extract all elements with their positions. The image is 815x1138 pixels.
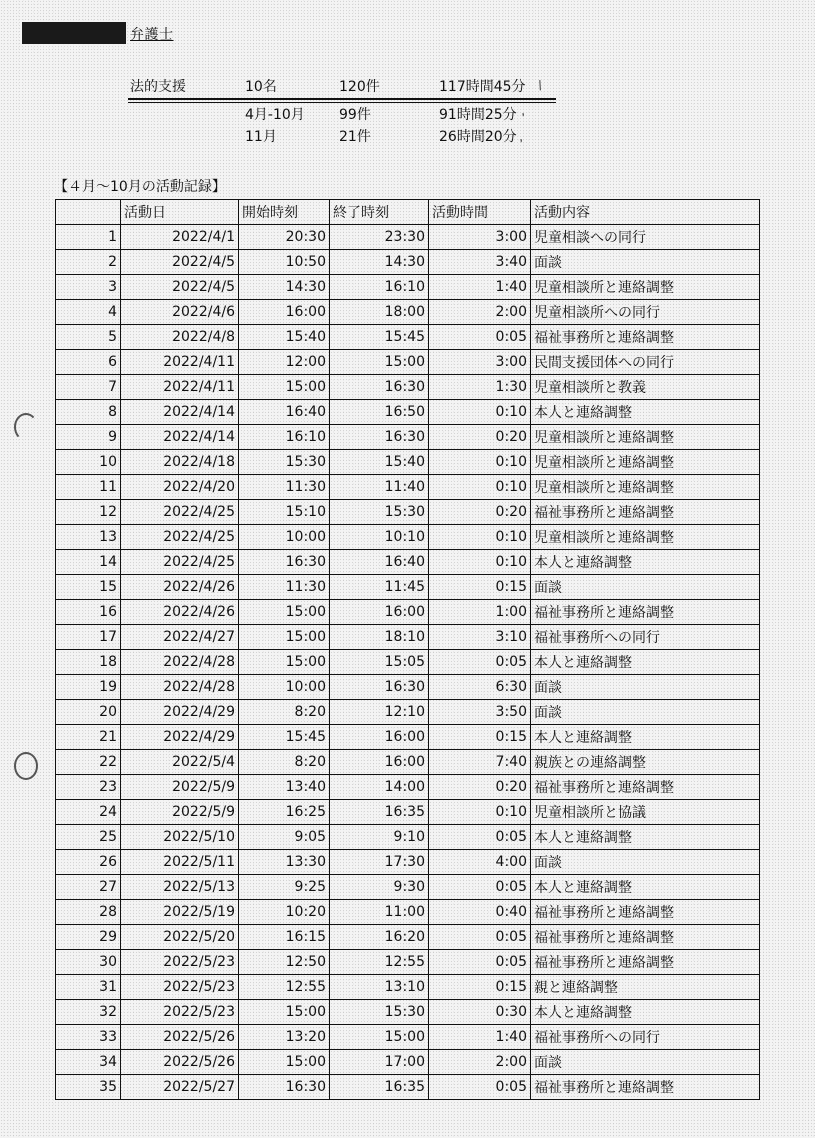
activity-content: 児童相談への同行 bbox=[531, 225, 760, 250]
activity-date: 2022/5/23 bbox=[121, 1000, 239, 1025]
row-index: 15 bbox=[56, 575, 121, 600]
row-index: 8 bbox=[56, 400, 121, 425]
start-time: 15:45 bbox=[239, 725, 330, 750]
start-time: 10:20 bbox=[239, 900, 330, 925]
table-row bbox=[56, 875, 760, 900]
start-time: 14:30 bbox=[239, 275, 330, 300]
activity-date: 2022/4/25 bbox=[121, 500, 239, 525]
start-time: 15:00 bbox=[239, 1050, 330, 1075]
summary-label: 法的支援 bbox=[130, 79, 186, 95]
duration: 3:00 bbox=[429, 350, 531, 375]
duration: 0:10 bbox=[429, 400, 531, 425]
end-time: 16:30 bbox=[330, 675, 429, 700]
activity-content: 本人と連絡調整 bbox=[531, 875, 760, 900]
start-time: 13:20 bbox=[239, 1025, 330, 1050]
check-mark-icon: / bbox=[535, 77, 545, 93]
activity-content: 児童相談所と連絡調整 bbox=[531, 275, 760, 300]
activity-date: 2022/5/19 bbox=[121, 900, 239, 925]
end-time: 15:00 bbox=[330, 350, 429, 375]
row-index: 29 bbox=[56, 925, 121, 950]
row-index: 3 bbox=[56, 275, 121, 300]
summary-hours: 91時間25分 bbox=[439, 107, 517, 123]
activity-content: 福祉事務所と連絡調整 bbox=[531, 925, 760, 950]
table-row bbox=[56, 500, 760, 525]
start-time: 11:30 bbox=[239, 475, 330, 500]
table-row bbox=[56, 850, 760, 875]
table-row bbox=[56, 300, 760, 325]
activity-date: 2022/5/23 bbox=[121, 950, 239, 975]
table-row bbox=[56, 525, 760, 550]
row-index: 16 bbox=[56, 600, 121, 625]
duration: 0:05 bbox=[429, 950, 531, 975]
row-index: 34 bbox=[56, 1050, 121, 1075]
duration: 0:30 bbox=[429, 1000, 531, 1025]
summary-cases: 99件 bbox=[339, 107, 371, 123]
start-time: 8:20 bbox=[239, 750, 330, 775]
activity-content: 福祉事務所と連絡調整 bbox=[531, 500, 760, 525]
activity-content: 児童相談所と連絡調整 bbox=[531, 475, 760, 500]
start-time: 15:30 bbox=[239, 450, 330, 475]
activity-date: 2022/5/27 bbox=[121, 1075, 239, 1100]
duration: 0:10 bbox=[429, 450, 531, 475]
start-time: 16:30 bbox=[239, 550, 330, 575]
activity-content: 民間支援団体への同行 bbox=[531, 350, 760, 375]
activity-date: 2022/5/23 bbox=[121, 975, 239, 1000]
duration: 0:20 bbox=[429, 500, 531, 525]
table-row bbox=[56, 775, 760, 800]
table-row bbox=[56, 700, 760, 725]
duration: 0:10 bbox=[429, 800, 531, 825]
duration: 1:00 bbox=[429, 600, 531, 625]
row-index: 11 bbox=[56, 475, 121, 500]
activity-content: 福祉事務所と連絡調整 bbox=[531, 950, 760, 975]
duration: 3:40 bbox=[429, 250, 531, 275]
row-index: 6 bbox=[56, 350, 121, 375]
end-time: 15:00 bbox=[330, 1025, 429, 1050]
table-body bbox=[56, 225, 760, 1100]
row-index: 32 bbox=[56, 1000, 121, 1025]
activity-content: 児童相談所と教義 bbox=[531, 375, 760, 400]
start-time: 12:50 bbox=[239, 950, 330, 975]
activity-date: 2022/5/11 bbox=[121, 850, 239, 875]
end-time: 15:30 bbox=[330, 1000, 429, 1025]
duration: 0:05 bbox=[429, 1075, 531, 1100]
duration: 3:50 bbox=[429, 700, 531, 725]
end-time: 9:10 bbox=[330, 825, 429, 850]
activity-date: 2022/4/26 bbox=[121, 575, 239, 600]
start-time: 13:30 bbox=[239, 850, 330, 875]
activity-date: 2022/5/9 bbox=[121, 775, 239, 800]
row-index: 21 bbox=[56, 725, 121, 750]
row-index: 24 bbox=[56, 800, 121, 825]
activity-content: 面談 bbox=[531, 675, 760, 700]
punch-hole-mark bbox=[14, 752, 38, 780]
activity-date: 2022/4/25 bbox=[121, 550, 239, 575]
duration: 0:15 bbox=[429, 575, 531, 600]
header-date: 活動日 bbox=[121, 200, 239, 225]
duration: 3:00 bbox=[429, 225, 531, 250]
start-time: 15:00 bbox=[239, 600, 330, 625]
summary-period: 11月 bbox=[245, 129, 277, 145]
table-row bbox=[56, 250, 760, 275]
activity-content: 親族との連絡調整 bbox=[531, 750, 760, 775]
activity-content: 本人と連絡調整 bbox=[531, 550, 760, 575]
check-mark-icon: , bbox=[515, 129, 525, 145]
end-time: 16:00 bbox=[330, 725, 429, 750]
duration: 4:00 bbox=[429, 850, 531, 875]
summary-period: 4月-10月 bbox=[245, 107, 305, 123]
activity-table bbox=[55, 199, 760, 1100]
activity-date: 2022/4/26 bbox=[121, 600, 239, 625]
table-row bbox=[56, 475, 760, 500]
table-row bbox=[56, 425, 760, 450]
end-time: 13:10 bbox=[330, 975, 429, 1000]
end-time: 16:00 bbox=[330, 750, 429, 775]
row-index: 17 bbox=[56, 625, 121, 650]
activity-date: 2022/4/18 bbox=[121, 450, 239, 475]
header-index bbox=[56, 200, 121, 225]
table-row bbox=[56, 800, 760, 825]
start-time: 8:20 bbox=[239, 700, 330, 725]
row-index: 1 bbox=[56, 225, 121, 250]
duration: 0:15 bbox=[429, 975, 531, 1000]
start-time: 20:30 bbox=[239, 225, 330, 250]
summary-people: 10名 bbox=[245, 79, 277, 95]
end-time: 15:40 bbox=[330, 450, 429, 475]
table-row bbox=[56, 275, 760, 300]
start-time: 15:40 bbox=[239, 325, 330, 350]
end-time: 15:05 bbox=[330, 650, 429, 675]
activity-content: 児童相談所と連絡調整 bbox=[531, 450, 760, 475]
activity-date: 2022/4/28 bbox=[121, 675, 239, 700]
end-time: 15:30 bbox=[330, 500, 429, 525]
activity-content: 本人と連絡調整 bbox=[531, 400, 760, 425]
row-index: 19 bbox=[56, 675, 121, 700]
end-time: 15:45 bbox=[330, 325, 429, 350]
header-content: 活動内容 bbox=[531, 200, 760, 225]
end-time: 11:40 bbox=[330, 475, 429, 500]
activity-date: 2022/4/29 bbox=[121, 725, 239, 750]
redacted-name-block bbox=[22, 22, 126, 44]
activity-content: 児童相談所への同行 bbox=[531, 300, 760, 325]
row-index: 13 bbox=[56, 525, 121, 550]
punch-hole-mark bbox=[14, 413, 38, 441]
row-index: 33 bbox=[56, 1025, 121, 1050]
end-time: 16:30 bbox=[330, 375, 429, 400]
activity-date: 2022/5/10 bbox=[121, 825, 239, 850]
start-time: 10:00 bbox=[239, 675, 330, 700]
start-time: 16:00 bbox=[239, 300, 330, 325]
table-row bbox=[56, 750, 760, 775]
row-index: 10 bbox=[56, 450, 121, 475]
start-time: 9:05 bbox=[239, 825, 330, 850]
duration: 0:20 bbox=[429, 425, 531, 450]
end-time: 14:30 bbox=[330, 250, 429, 275]
start-time: 9:25 bbox=[239, 875, 330, 900]
end-time: 16:20 bbox=[330, 925, 429, 950]
start-time: 15:10 bbox=[239, 500, 330, 525]
end-time: 16:35 bbox=[330, 1075, 429, 1100]
header-start-time: 開始時刻 bbox=[239, 200, 330, 225]
row-index: 2 bbox=[56, 250, 121, 275]
activity-date: 2022/4/5 bbox=[121, 250, 239, 275]
table-row bbox=[56, 975, 760, 1000]
activity-date: 2022/5/9 bbox=[121, 800, 239, 825]
activity-content: 面談 bbox=[531, 250, 760, 275]
duration: 0:05 bbox=[429, 325, 531, 350]
activity-content: 福祉事務所と連絡調整 bbox=[531, 600, 760, 625]
activity-content: 親と連絡調整 bbox=[531, 975, 760, 1000]
row-index: 35 bbox=[56, 1075, 121, 1100]
start-time: 16:25 bbox=[239, 800, 330, 825]
table-row bbox=[56, 950, 760, 975]
duration: 0:10 bbox=[429, 550, 531, 575]
header-duration: 活動時間 bbox=[429, 200, 531, 225]
table-row bbox=[56, 1025, 760, 1050]
row-index: 5 bbox=[56, 325, 121, 350]
row-index: 7 bbox=[56, 375, 121, 400]
end-time: 16:00 bbox=[330, 600, 429, 625]
activity-date: 2022/4/11 bbox=[121, 375, 239, 400]
end-time: 14:00 bbox=[330, 775, 429, 800]
activity-content: 面談 bbox=[531, 850, 760, 875]
end-time: 16:35 bbox=[330, 800, 429, 825]
duration: 0:10 bbox=[429, 525, 531, 550]
activity-date: 2022/5/26 bbox=[121, 1025, 239, 1050]
duration: 6:30 bbox=[429, 675, 531, 700]
start-time: 15:00 bbox=[239, 650, 330, 675]
activity-content: 児童相談所と連絡調整 bbox=[531, 525, 760, 550]
summary-hours: 26時間20分 bbox=[439, 129, 517, 145]
activity-date: 2022/4/5 bbox=[121, 275, 239, 300]
duration: 0:20 bbox=[429, 775, 531, 800]
end-time: 18:10 bbox=[330, 625, 429, 650]
table-row bbox=[56, 400, 760, 425]
activity-content: 福祉事務所への同行 bbox=[531, 625, 760, 650]
activity-date: 2022/5/13 bbox=[121, 875, 239, 900]
table-row bbox=[56, 725, 760, 750]
activity-date: 2022/4/1 bbox=[121, 225, 239, 250]
duration: 0:05 bbox=[429, 825, 531, 850]
start-time: 16:40 bbox=[239, 400, 330, 425]
duration: 0:05 bbox=[429, 875, 531, 900]
activity-content: 本人と連絡調整 bbox=[531, 1000, 760, 1025]
row-index: 20 bbox=[56, 700, 121, 725]
duration: 1:30 bbox=[429, 375, 531, 400]
start-time: 13:40 bbox=[239, 775, 330, 800]
end-time: 17:00 bbox=[330, 1050, 429, 1075]
start-time: 16:30 bbox=[239, 1075, 330, 1100]
activity-content: 本人と連絡調整 bbox=[531, 650, 760, 675]
duration: 0:05 bbox=[429, 650, 531, 675]
row-index: 4 bbox=[56, 300, 121, 325]
table-row bbox=[56, 375, 760, 400]
table-row bbox=[56, 575, 760, 600]
table-row bbox=[56, 825, 760, 850]
row-index: 31 bbox=[56, 975, 121, 1000]
start-time: 16:10 bbox=[239, 425, 330, 450]
duration: 1:40 bbox=[429, 275, 531, 300]
activity-content: 本人と連絡調整 bbox=[531, 825, 760, 850]
row-index: 18 bbox=[56, 650, 121, 675]
start-time: 12:55 bbox=[239, 975, 330, 1000]
end-time: 23:30 bbox=[330, 225, 429, 250]
activity-date: 2022/4/14 bbox=[121, 400, 239, 425]
lawyer-title: 弁護士 bbox=[130, 27, 174, 43]
activity-content: 福祉事務所と連絡調整 bbox=[531, 775, 760, 800]
duration: 0:15 bbox=[429, 725, 531, 750]
activity-date: 2022/5/4 bbox=[121, 750, 239, 775]
start-time: 12:00 bbox=[239, 350, 330, 375]
end-time: 11:00 bbox=[330, 900, 429, 925]
activity-date: 2022/5/26 bbox=[121, 1050, 239, 1075]
duration: 3:10 bbox=[429, 625, 531, 650]
row-index: 28 bbox=[56, 900, 121, 925]
table-row bbox=[56, 600, 760, 625]
activity-date: 2022/4/14 bbox=[121, 425, 239, 450]
row-index: 22 bbox=[56, 750, 121, 775]
summary-cases: 21件 bbox=[339, 129, 371, 145]
table-row bbox=[56, 350, 760, 375]
table-row bbox=[56, 900, 760, 925]
row-index: 27 bbox=[56, 875, 121, 900]
start-time: 10:50 bbox=[239, 250, 330, 275]
activity-date: 2022/4/20 bbox=[121, 475, 239, 500]
activity-date: 2022/4/6 bbox=[121, 300, 239, 325]
table-row bbox=[56, 1000, 760, 1025]
activity-date: 2022/4/11 bbox=[121, 350, 239, 375]
start-time: 16:15 bbox=[239, 925, 330, 950]
activity-content: 面談 bbox=[531, 575, 760, 600]
summary-breakdown-row bbox=[128, 102, 517, 124]
activity-content: 福祉事務所と連絡調整 bbox=[531, 900, 760, 925]
table-row bbox=[56, 550, 760, 575]
activity-content: 福祉事務所と連絡調整 bbox=[531, 1075, 760, 1100]
start-time: 11:30 bbox=[239, 575, 330, 600]
end-time: 10:10 bbox=[330, 525, 429, 550]
duration: 0:05 bbox=[429, 925, 531, 950]
activity-content: 面談 bbox=[531, 700, 760, 725]
activity-date: 2022/4/8 bbox=[121, 325, 239, 350]
activity-date: 2022/4/28 bbox=[121, 650, 239, 675]
duration: 2:00 bbox=[429, 300, 531, 325]
header-end-time: 終了時刻 bbox=[330, 200, 429, 225]
table-header-row bbox=[56, 200, 760, 225]
end-time: 16:10 bbox=[330, 275, 429, 300]
duration: 0:40 bbox=[429, 900, 531, 925]
summary-breakdown-row bbox=[128, 124, 517, 146]
activity-content: 福祉事務所への同行 bbox=[531, 1025, 760, 1050]
duration: 0:10 bbox=[429, 475, 531, 500]
duration: 7:40 bbox=[429, 750, 531, 775]
end-time: 16:50 bbox=[330, 400, 429, 425]
start-time: 15:00 bbox=[239, 375, 330, 400]
start-time: 10:00 bbox=[239, 525, 330, 550]
end-time: 12:55 bbox=[330, 950, 429, 975]
row-index: 23 bbox=[56, 775, 121, 800]
row-index: 9 bbox=[56, 425, 121, 450]
table-row bbox=[56, 450, 760, 475]
table-row bbox=[56, 625, 760, 650]
start-time: 15:00 bbox=[239, 625, 330, 650]
table-row bbox=[56, 1075, 760, 1100]
activity-content: 児童相談所と協議 bbox=[531, 800, 760, 825]
activity-date: 2022/5/20 bbox=[121, 925, 239, 950]
summary-block bbox=[128, 74, 526, 146]
duration: 1:40 bbox=[429, 1025, 531, 1050]
end-time: 9:30 bbox=[330, 875, 429, 900]
table-row bbox=[56, 1050, 760, 1075]
end-time: 16:30 bbox=[330, 425, 429, 450]
row-index: 30 bbox=[56, 950, 121, 975]
row-index: 26 bbox=[56, 850, 121, 875]
activity-content: 面談 bbox=[531, 1050, 760, 1075]
table-row bbox=[56, 225, 760, 250]
activity-date: 2022/4/25 bbox=[121, 525, 239, 550]
end-time: 11:45 bbox=[330, 575, 429, 600]
table-row bbox=[56, 675, 760, 700]
duration: 2:00 bbox=[429, 1050, 531, 1075]
row-index: 25 bbox=[56, 825, 121, 850]
table-row bbox=[56, 325, 760, 350]
summary-hours: 117時間45分 bbox=[439, 79, 526, 95]
end-time: 18:00 bbox=[330, 300, 429, 325]
end-time: 16:40 bbox=[330, 550, 429, 575]
activity-content: 本人と連絡調整 bbox=[531, 725, 760, 750]
section-title: 【４月～10月の活動記録】 bbox=[54, 179, 226, 195]
table-row bbox=[56, 925, 760, 950]
start-time: 15:00 bbox=[239, 1000, 330, 1025]
activity-content: 福祉事務所と連絡調整 bbox=[531, 325, 760, 350]
activity-date: 2022/4/27 bbox=[121, 625, 239, 650]
summary-total-row bbox=[128, 74, 526, 96]
check-mark-icon: , bbox=[517, 103, 527, 119]
end-time: 17:30 bbox=[330, 850, 429, 875]
summary-cases: 120件 bbox=[339, 79, 380, 95]
end-time: 12:10 bbox=[330, 700, 429, 725]
activity-content: 児童相談所と連絡調整 bbox=[531, 425, 760, 450]
row-index: 14 bbox=[56, 550, 121, 575]
row-index: 12 bbox=[56, 500, 121, 525]
table-row bbox=[56, 650, 760, 675]
activity-date: 2022/4/29 bbox=[121, 700, 239, 725]
